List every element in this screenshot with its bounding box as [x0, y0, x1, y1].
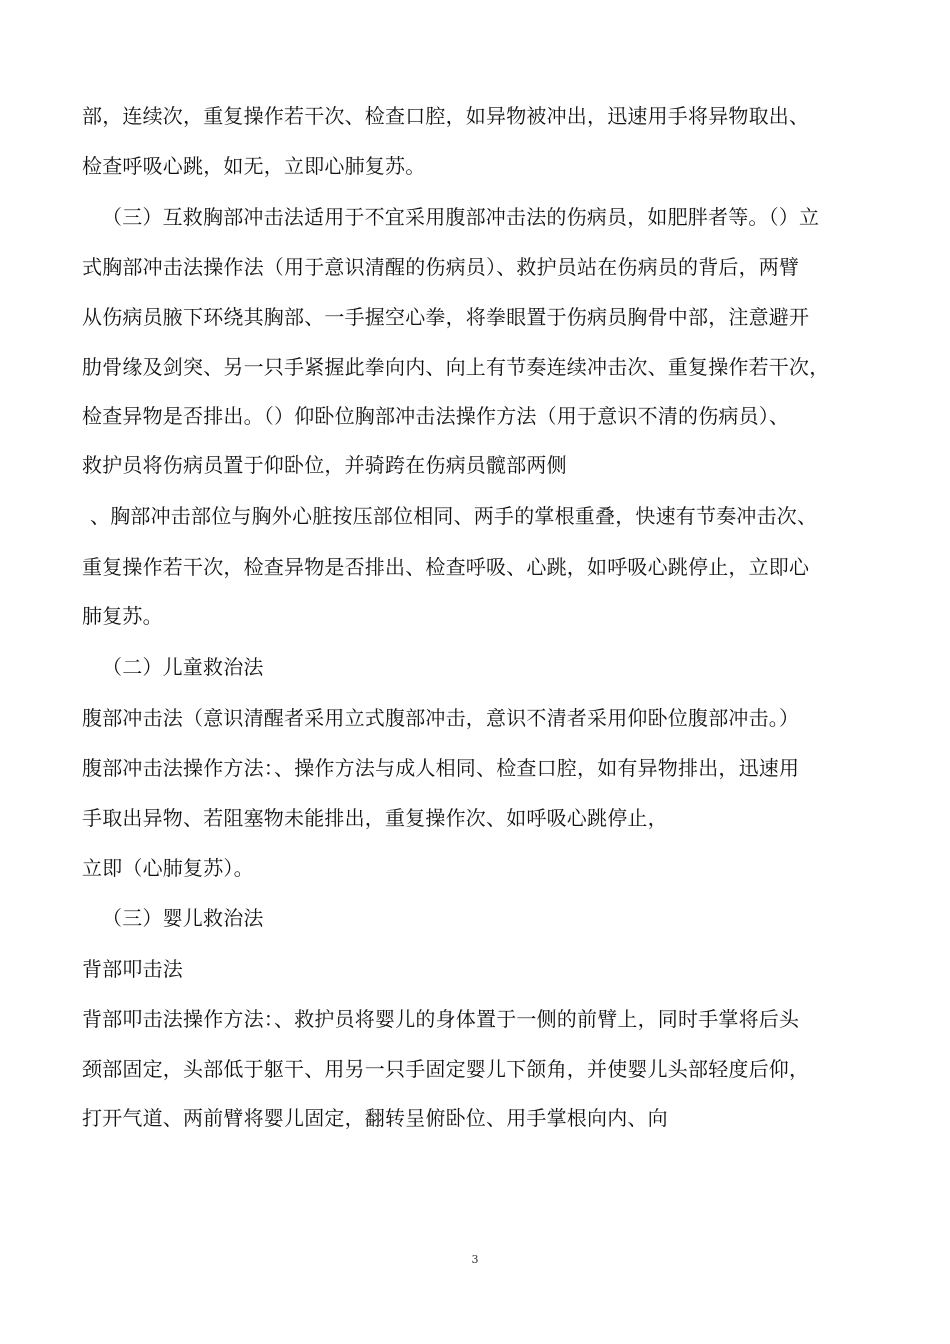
paragraph-line-13: 腹部冲击法（意识清醒者采用立式腹部冲击，意识不清者采用仰卧位腹部冲击。）: [82, 706, 800, 730]
paragraph-line-19: 背部叩击法操作方法：、救护员将婴儿的身体置于一侧的前臂上，同时手掌将后头: [82, 1007, 800, 1031]
paragraph-line-15: 手取出异物、若阻塞物未能排出，重复操作次、如呼吸心跳停止，: [82, 806, 668, 830]
paragraph-line-5: 从伤病员腋下环绕其胸部、一手握空心拳，将拳眼置于伤病员胸骨中部，注意避开: [82, 305, 810, 329]
paragraph-line-11: 肺复苏。: [82, 604, 163, 628]
paragraph-line-21: 打开气道、两前臂将婴儿固定，翻转呈俯卧位、用手掌根向内、向: [82, 1106, 668, 1130]
paragraph-line-7: 检查异物是否排出。（）仰卧位胸部冲击法操作方法（用于意识不清的伤病员）、: [82, 404, 790, 428]
paragraph-line-20: 颈部固定，头部低于躯干、用另一只手固定婴儿下颌角，并使婴儿头部轻度后仰，: [82, 1057, 810, 1081]
paragraph-line-14: 腹部冲击法操作方法：、操作方法与成人相同、检查口腔，如有异物排出，迅速用: [82, 756, 800, 780]
paragraph-line-10: 重复操作若干次，检查异物是否排出、检查呼吸、心跳，如呼吸心跳停止，立即心: [82, 555, 810, 579]
paragraph-line-6: 肋骨缘及剑突、另一只手紧握此拳向内、向上有节奏连续冲击次、重复操作若干次，: [82, 355, 830, 379]
paragraph-line-1: 部，连续次，重复操作若干次、检查口腔，如异物被冲出，迅速用手将异物取出、: [82, 104, 810, 128]
paragraph-line-9: 、胸部冲击部位与胸外心脏按压部位相同、两手的掌根重叠，快速有节奏冲击次、: [90, 504, 818, 528]
paragraph-line-8: 救护员将伤病员置于仰卧位，并骑跨在伤病员髋部两侧: [82, 453, 567, 477]
paragraph-line-16: 立即（心肺复苏）。: [82, 856, 254, 880]
subheading-back-blow: 背部叩击法: [82, 957, 183, 981]
paragraph-line-4: 式胸部冲击法操作法（用于意识清醒的伤病员）、救护员站在伤病员的背后，两臂: [82, 255, 800, 279]
section-heading-infant: （三）婴儿救治法: [102, 906, 264, 930]
paragraph-line-2: 检查呼吸心跳，如无，立即心肺复苏。: [82, 154, 426, 178]
page-number: 3: [471, 1253, 479, 1266]
paragraph-line-3: （三）互救胸部冲击法适用于不宜采用腹部冲击法的伤病员，如肥胖者等。（）立: [102, 205, 820, 229]
section-heading-children: （二）儿童救治法: [102, 655, 264, 679]
